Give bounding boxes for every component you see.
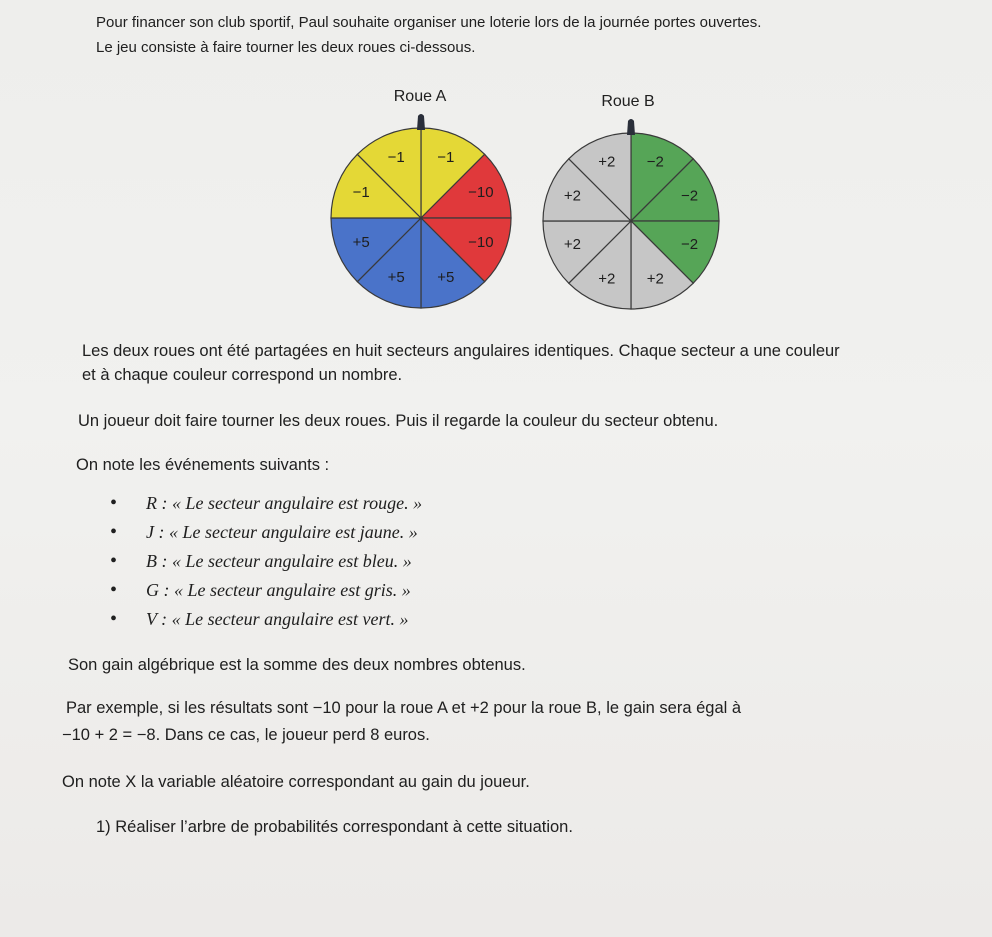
- wheel-a-pointer: [417, 114, 425, 130]
- description-line-1: Les deux roues ont été partagées en huit secteurs angulaires identiques. Chaque secteur a une couleur: [82, 342, 840, 360]
- wheel-a-sector-6-label: +5: [352, 233, 370, 251]
- wheel-b-sector-7-label: +2: [563, 187, 582, 205]
- wheel-a-sector-4-label: +5: [437, 268, 455, 286]
- intro-line-1: Pour financer son club sportif, Paul souhaite organiser une loterie lors de la journée portes ouvertes.: [96, 14, 762, 31]
- event-red: • R : « Le secteur angulaire est rouge. »: [102, 490, 422, 519]
- event-blue: • B : « Le secteur angulaire est bleu. »: [102, 548, 422, 577]
- intro-line-2: Le jeu consiste à faire tourner les deux roues ci-dessous.: [96, 39, 476, 56]
- wheel-a-sector-5-label: +5: [387, 268, 405, 286]
- random-variable-definition: On note X la variable aléatoire correspondant au gain du joueur.: [62, 773, 530, 791]
- event-gray: • G : « Le secteur angulaire est gris. »: [102, 577, 422, 606]
- wheel-a-sector-8-label: −1: [387, 149, 405, 167]
- wheel-b-sector-8-label: +2: [598, 153, 616, 171]
- wheel-a-sector-1-label: −1: [437, 149, 455, 167]
- wheel-a: [328, 125, 514, 311]
- wheel-a-sector-2-label: −10: [468, 184, 494, 202]
- description-line-2: et à chaque couleur correspond un nombre.: [82, 366, 403, 384]
- wheel-a-title: Roue A: [393, 88, 447, 105]
- example-line-1: Par exemple, si les résultats sont −10 pour la roue A et +2 pour la roue B, le gain sera égal à: [66, 699, 742, 717]
- event-yellow: • J : « Le secteur angulaire est jaune. »: [102, 519, 422, 548]
- wheel-b-title: Roue B: [601, 93, 655, 110]
- wheel-b-sector-1-label: −2: [646, 153, 664, 171]
- wheel-b-sector-3-label: −2: [680, 236, 699, 254]
- wheel-b-pointer: [627, 119, 635, 135]
- wheel-b-sector-4-label: +2: [646, 270, 664, 288]
- wheel-b-sector-6-label: +2: [563, 236, 582, 254]
- wheel-a-sector-3-label: −10: [468, 233, 494, 251]
- event-green: • V : « Le secteur angulaire est vert. »: [102, 606, 422, 635]
- events-intro: On note les événements suivants :: [76, 456, 330, 474]
- wheel-b-sector-2-label: −2: [680, 187, 699, 205]
- play-instruction: Un joueur doit faire tourner les deux roues. Puis il regarde la couleur du secteur obtenu.: [78, 412, 719, 430]
- gain-definition: Son gain algébrique est la somme des deux nombres obtenus.: [68, 656, 526, 674]
- wheel-b: [540, 130, 722, 312]
- wheel-b-sector-5-label: +2: [598, 270, 616, 288]
- wheel-a-sector-7-label: −1: [352, 184, 370, 202]
- example-line-2: −10 + 2 = −8. Dans ce cas, le joueur perd 8 euros.: [62, 726, 430, 744]
- question-1: 1) Réaliser l’arbre de probabilités correspondant à cette situation.: [96, 818, 573, 836]
- events-list: [102, 490, 422, 635]
